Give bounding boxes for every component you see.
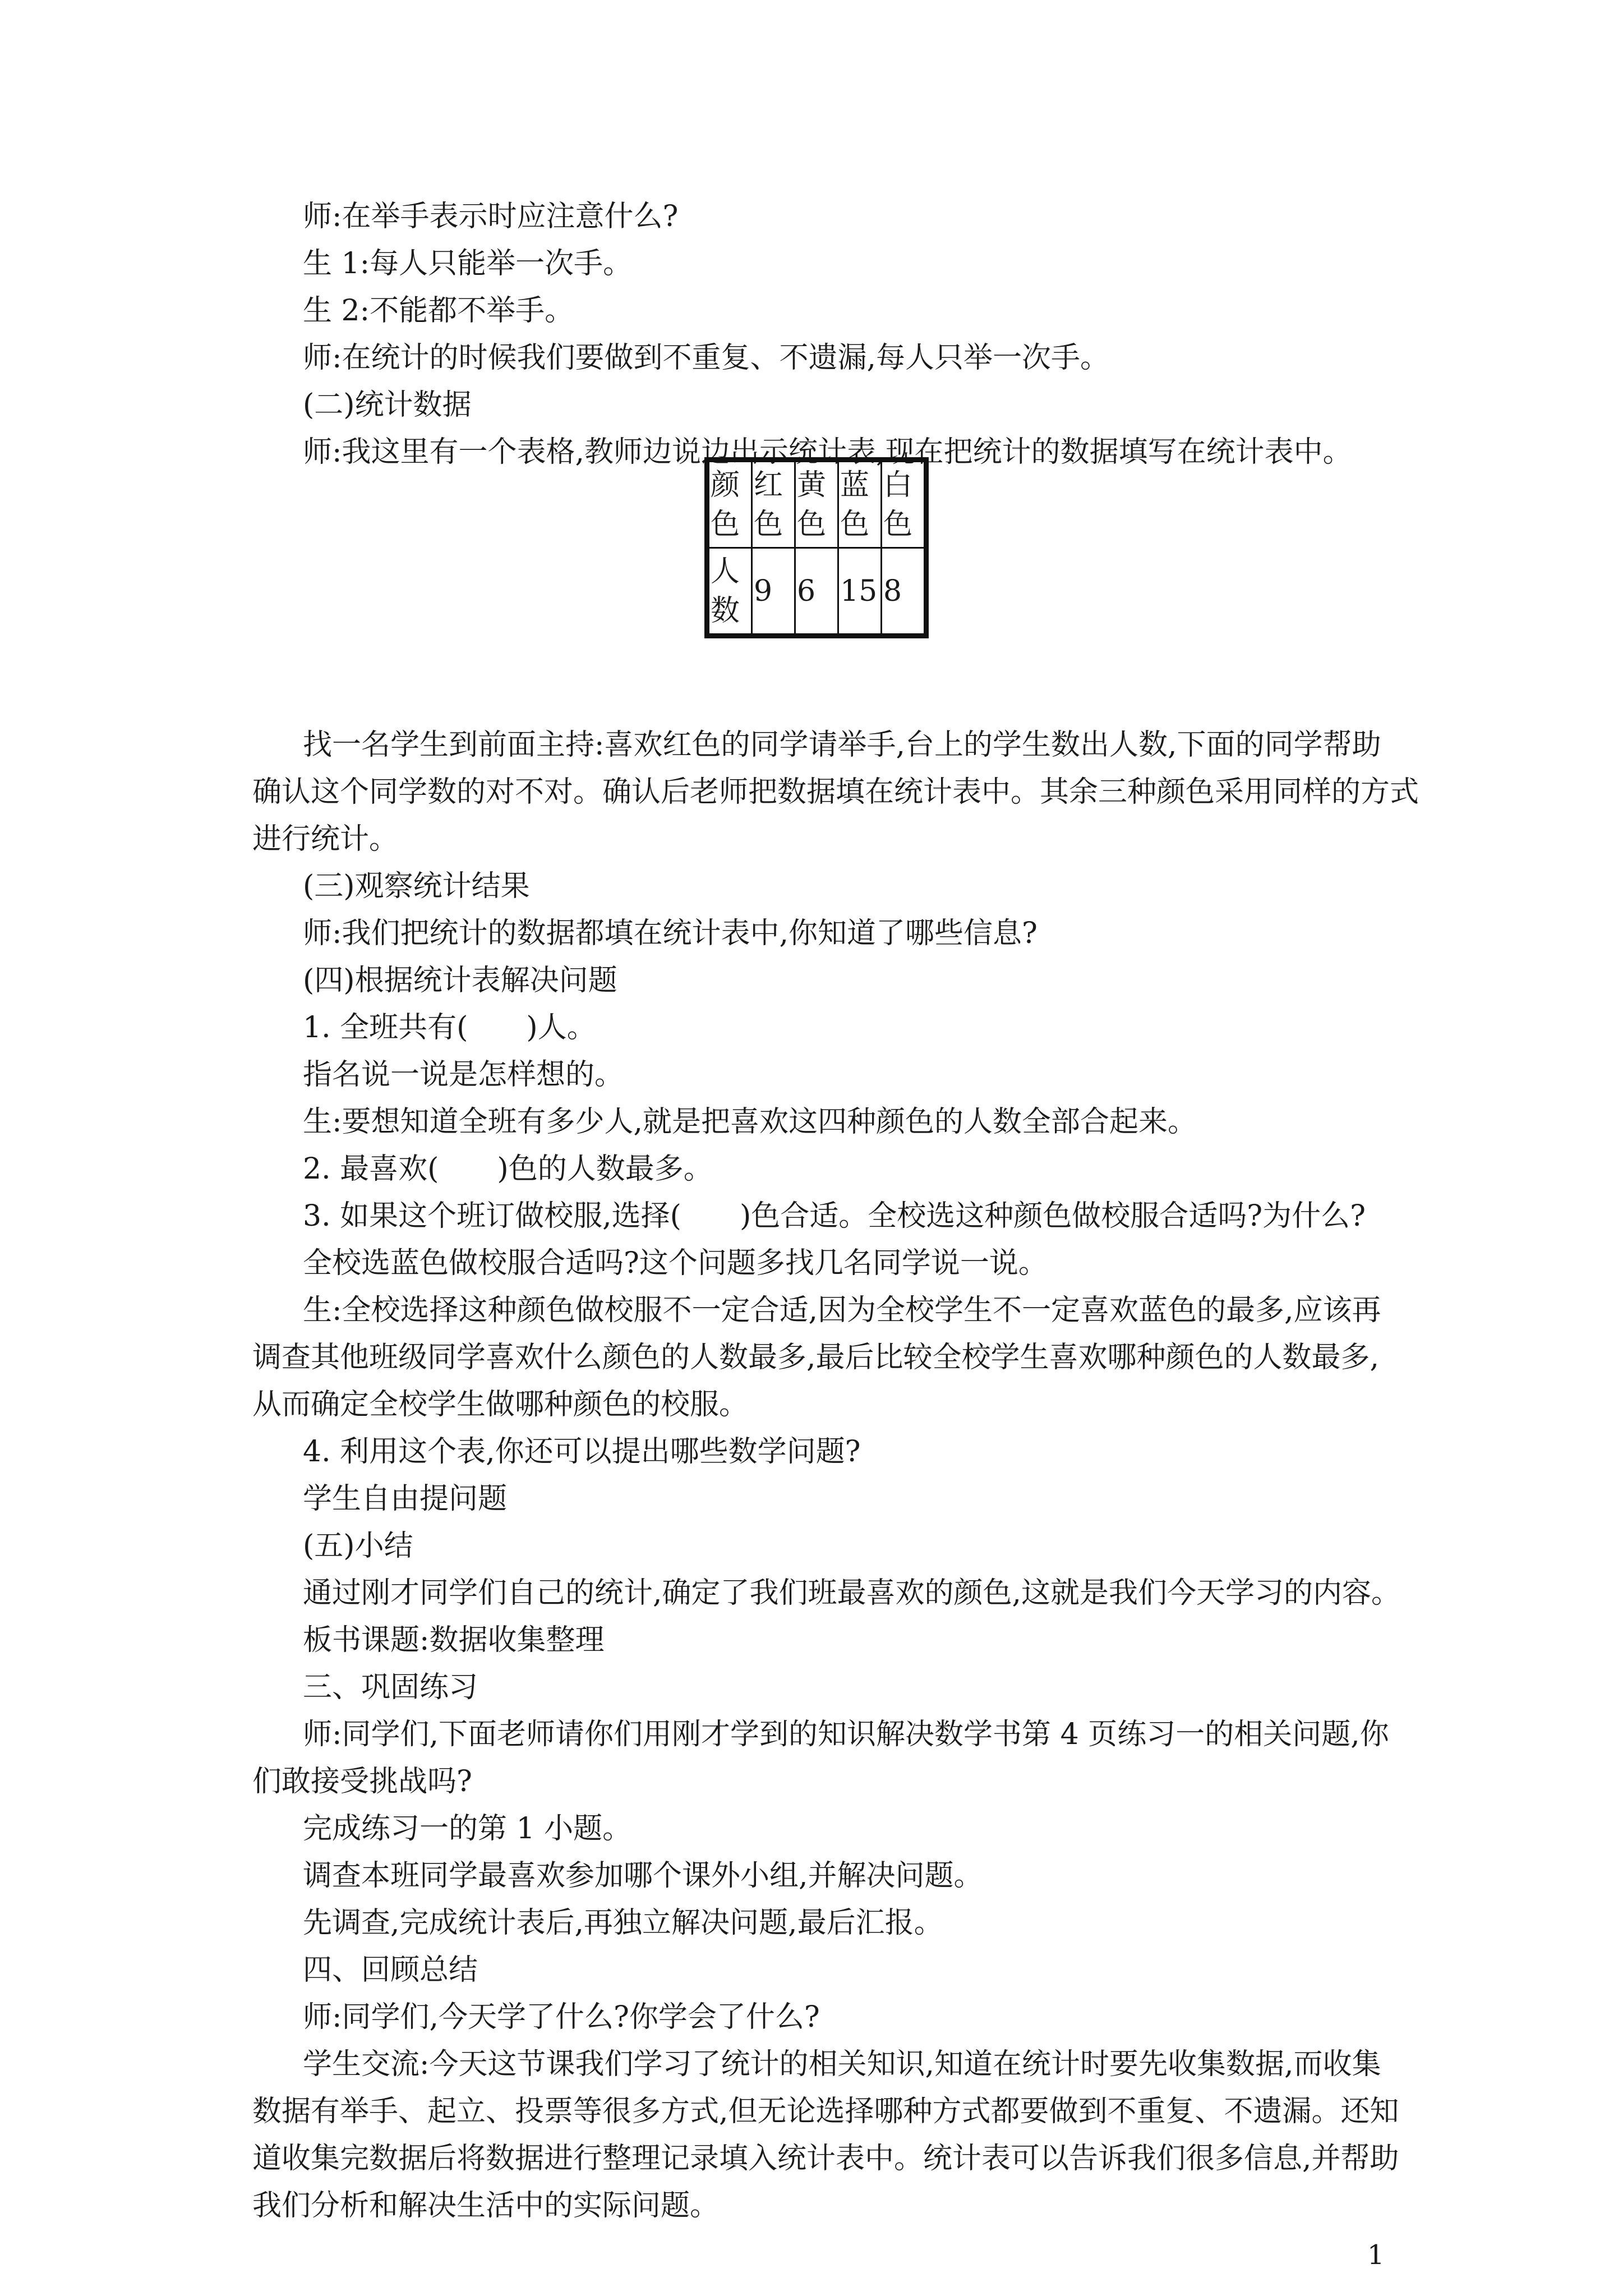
question-line: 3. 如果这个班订做校服,选择( )色合适。全校选这种颜色做校服合适吗?为什么? [303,1199,1366,1233]
text-line: 师:我们把统计的数据都填在统计表中,你知道了哪些信息? [303,917,1038,950]
text-line: 师:同学们,下面老师请你们用刚才学到的知识解决数学书第 4 页练习一的相关问题,你 [303,1718,1389,1751]
text-line: 们敢接受挑战吗? [252,1765,472,1798]
text-line: 指名说一说是怎样想的。 [303,1058,624,1092]
table-cell: 15 [838,548,882,636]
section-heading: 四、回顾总结 [303,1953,478,1987]
question-line: 1. 全班共有( )人。 [303,1011,596,1045]
section-heading: (四)根据统计表解决问题 [303,964,617,997]
text-line: 我们分析和解决生活中的实际问题。 [252,2189,720,2223]
table-cell: 6 [795,548,838,636]
text-line: 生 1:每人只能举一次手。 [303,247,633,280]
page-number: 1 [1367,2239,1385,2271]
text-line: 师:我这里有一个表格,教师边说边出示统计表,现在把统计的数据填写在统计表中。 [303,435,1352,469]
section-heading: (二)统计数据 [303,388,472,422]
table-header-cell: 颜色 [707,460,752,548]
table-row [707,460,926,548]
text-line: 先调查,完成统计表后,再独立解决问题,最后汇报。 [303,1906,943,1940]
text-line: 学生自由提问题 [303,1482,508,1516]
table-header-cell: 白色 [882,460,926,548]
text-line: 从而确定全校学生做哪种颜色的校服。 [252,1388,749,1421]
text-line: 全校选蓝色做校服合适吗?这个问题多找几名同学说一说。 [303,1246,1048,1280]
text-line: 通过刚才同学们自己的统计,确定了我们班最喜欢的颜色,这就是我们今天学习的内容。 [303,1576,1401,1610]
table-cell: 9 [752,548,795,636]
text-line: 确认这个同学数的对不对。确认后老师把数据填在统计表中。其余三种颜色采用同样的方式 [252,775,1419,809]
text-line: 学生交流:今天这节课我们学习了统计的相关知识,知道在统计时要先收集数据,而收集 [303,2047,1381,2081]
text-line: 师:同学们,今天学了什么?你学会了什么? [303,2000,820,2034]
text-line: 完成练习一的第 1 小题。 [303,1812,632,1846]
text-line: 师:在统计的时候我们要做到不重复、不遗漏,每人只举一次手。 [303,341,1110,375]
table-row [707,548,926,636]
table-header-cell: 黄色 [795,460,838,548]
table-header-cell: 蓝色 [838,460,882,548]
text-line: 进行统计。 [252,822,399,856]
section-heading: (三)观察统计结果 [303,869,530,903]
table-row-label: 人数 [707,548,752,636]
text-line: 师:在举手表示时应注意什么? [303,200,679,233]
text-line: 找一名学生到前面主持:喜欢红色的同学请举手,台上的学生数出人数,下面的同学帮助 [303,728,1381,762]
text-line: 生 2:不能都不举手。 [303,294,574,328]
question-line: 4. 利用这个表,你还可以提出哪些数学问题? [303,1435,861,1469]
text-line: 生:要想知道全班有多少人,就是把喜欢这四种颜色的人数全部合起来。 [303,1105,1197,1139]
text-line: 调查本班同学最喜欢参加哪个课外小组,并解决问题。 [303,1859,983,1893]
text-line: 道收集完数据后将数据进行整理记录填入统计表中。统计表可以告诉我们很多信息,并帮助 [252,2142,1399,2175]
text-line: 板书课题:数据收集整理 [303,1623,605,1657]
statistics-table [704,457,929,638]
text-line: 调查其他班级同学喜欢什么颜色的人数最多,最后比较全校学生喜欢哪种颜色的人数最多, [252,1341,1380,1374]
table-header-cell: 红色 [752,460,795,548]
table-cell: 8 [882,548,926,636]
text-line: 生:全校选择这种颜色做校服不一定合适,因为全校学生不一定喜欢蓝色的最多,应该再 [303,1294,1381,1327]
text-line: 数据有举手、起立、投票等很多方式,但无论选择哪种方式都要做到不重复、不遗漏。还知 [252,2095,1399,2128]
section-heading: 三、巩固练习 [303,1671,478,1704]
question-line: 2. 最喜欢( )色的人数最多。 [303,1152,713,1186]
section-heading: (五)小结 [303,1529,413,1563]
